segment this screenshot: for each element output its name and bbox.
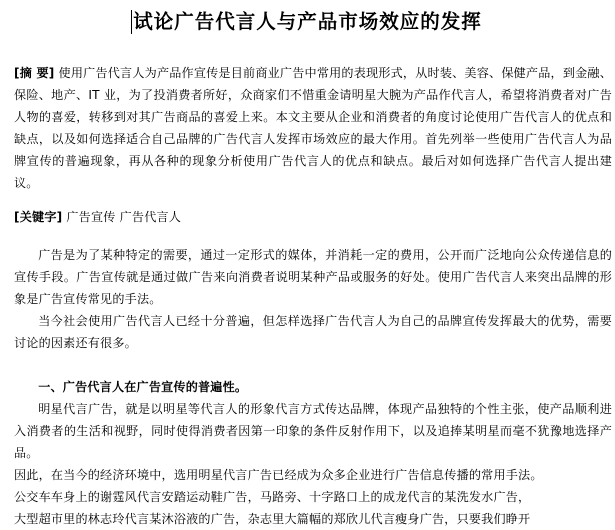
keywords-text: 广告宣传 广告代言人	[66, 210, 182, 224]
document-title: 试论广告代言人与产品市场效应的发挥	[133, 10, 482, 33]
section-1-line-a: 因此，在当今的经济环境中，选用明星代言广告已经成为众多企业进行广告信息传播的常用手法。	[14, 468, 543, 482]
section-1	[14, 376, 612, 530]
intro-paragraph-1: 广告是为了某种特定的需要，通过一定形式的媒体，并消耗一定的费用，公开而广泛地向公众传递信息的宣传手段。广告宣传就是通过做广告来向消费者说明某种产品或服务的好处。使用广告代言人来突出品牌的形象是广告宣传常见的手法。	[14, 248, 612, 306]
intro-block	[14, 244, 612, 354]
abstract-block	[14, 62, 612, 194]
section-1-heading: 一、广告代言人在广告宣传的普遍性。	[38, 380, 248, 394]
section-1-line-c: 大型超市里的林志玲代言某沐浴液的广告，杂志里大篇幅的郑欣儿代言瘦身广告，只要我们睁开	[14, 512, 531, 526]
section-1-paragraph-1: 明星代言广告，就是以明星等代言人的形象代言方式传达品牌，体现产品独特的个性主张，使产品顺利进入消费者的生活和视野，同时使得消费者因第一印象的条件反射作用下，以及追捧某明星而毫不犹豫地选择产品。	[14, 402, 612, 460]
intro-paragraph-2: 当今社会使用广告代言人已经十分普遍，但怎样选择广告代言人为自己的品牌宣传发挥最大的优势，需要讨论的因素还有很多。	[14, 314, 612, 350]
abstract-label: [摘 要]	[14, 66, 55, 80]
keywords-block	[14, 206, 612, 228]
abstract-text: 使用广告代言人为产品作宣传是目前商业广告中常用的表现形式，从时装、美容、保健产品，到金融、保险、地产、IT 业，为了投消费者所好，众商家们不惜重金请明星大腕为产品作代言人，希望将消费者对广告人物的喜爱，转移到对其广告商品的喜爱上来。本文主要从企业和消费者的角度讨论使用广告代言人的优点和缺点，以及如何选择适合自己品牌的广告代言人发挥市场效应的最大作用。首先列举一些使用广告代言人为品牌宣传的普遍现象，再从各种的现象分析使用广告代言人的优点和缺点。最后对如何选择广告代言人提出建议。	[14, 66, 613, 190]
section-1-line-b: 公交车车身上的谢霆风代言安踏运动鞋广告，马路旁、十字路口上的成龙代言的某洗发水广告，	[14, 490, 531, 504]
keywords-label: [关键字]	[14, 210, 63, 224]
